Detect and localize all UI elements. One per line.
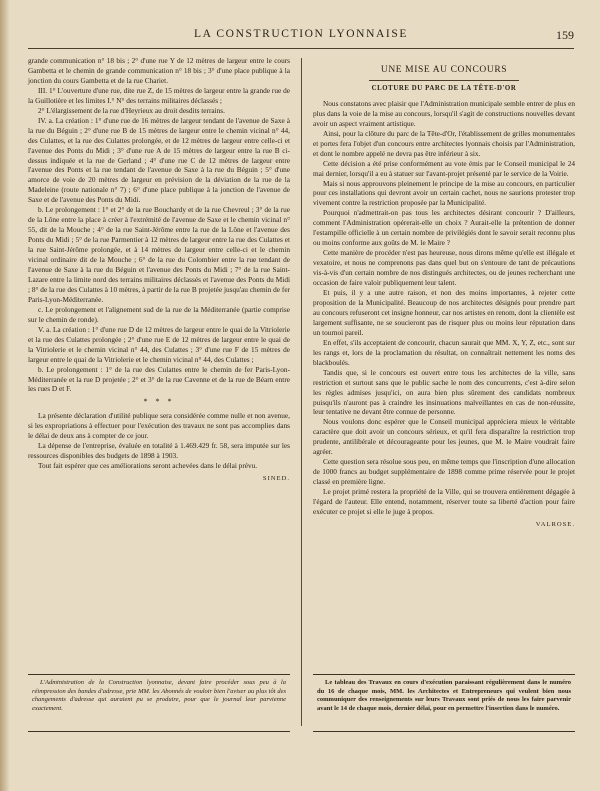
left-column	[28, 56, 290, 484]
signature: SINED.	[262, 475, 290, 483]
signature: VALROSE.	[535, 520, 575, 528]
paragraph: Tout fait espérer que ces améliorations seront achevées dans le délai prévu.	[38, 461, 258, 471]
paragraph: Nous constatons avec plaisir que l'Administration municipale semble entrer de plus en plus dans la voie de la mise au concours, lorsqu'il s'agit de constructions nouvelles devant avoir un aspect vraiment artistique.	[313, 98, 575, 128]
paragraph: Et puis, il y a une autre raison, et non des moins importantes, à rejeter cette proposition de la Municipalité. Beaucoup de nos architectes désignés pour prendre part au concours refuseront cet insigne honneur, car nos artistes en renom, dont la clientèle est largement suffisante, ne se soucieront pas de risquer plus ou moins leur réputation dans un tournoi pareil.	[313, 288, 575, 337]
works-table-notice-box	[313, 674, 575, 732]
column-divider	[301, 58, 302, 726]
paragraph: b. Le prolongement : 1° et 2° de la rue Bouchardy et de la rue Chevreul ; 3° de la rue de la Lône entre la place à créer à l'extrémité de l'avenue de Saxe et le chemin vicinal n° 55, dit de la Mouche ; 4° de la rue Saint-Jérôme entre la rue de la Lône et l'avenue des Ponts du Midi ; 5° de la rue Parmentier à 12 mètres de largeur entre la rue des Culattes et la rue Saint-Jérôme prolongée, et à 14 mètres de largeur entre celle-ci et le chemin vicinal ordinaire dit de la Mouche ; 6° de la rue du Colombier entre la rue tendant de l'avenue de Saxe à la rue du Béguin et l'avenue des Ponts du Midi ; 7° de la rue Saint-Lazare entre la limite nord des terrains militaires déclassés et l'avenue des Ponts du Midi ; 8° de la rue des Culattes à 10 mètres, à partir de la rue B projetée jusqu'au chemin de fer Paris-Lyon-Méditerranée.	[28, 205, 290, 304]
paragraph: Cette question sera résolue sous peu, en même temps que l'inscription d'une allocation de 1000 francs au budget supplémentaire de 1898 comme prime réservée pour le projet classé en première ligne.	[313, 457, 575, 487]
paragraph: III. 1° L'ouverture d'une rue, dite rue Z, de 15 mètres de largeur entre la grande rue de la Guillotière et les limites I.° N° des terrains militaires déclassés ;	[28, 85, 290, 105]
page-header	[28, 28, 574, 46]
paragraph: Tandis que, si le concours est ouvert entre tous les architectes de la ville, sans restriction et surtout sans que le public sache le nom des concurrents, c'est à-dire selon les règles admises jusqu'ici, on aura bien plus sûrement des candidats nombreux puisqu'ils n'auront pas à craindre les insinuations malveillantes en cas de non-réussite, leur tentative ne devant être connue de personne.	[313, 367, 575, 417]
paragraph: Le projet primé restera la propriété de la Ville, qui se trouvera entièrement dégagée à l'égard de l'auteur. Elle entend, notamment, réserver toute sa liberté d'action pour faire exécuter ce projet si elle le juge à propos.	[313, 487, 575, 516]
paragraph: Cette décision a été prise conformément au vote émis par le Conseil municipal le 24 mai dernier, lorsqu'il a eu à statuer sur l'avant-projet présenté par le service de la Voirie.	[313, 158, 575, 178]
paragraph: V. a. La création : 1° d'une rue D de 12 mètres de largeur entre le quai de la Vitriolerie et la rue des Culattes prolongée ; 2° d'une rue E de 12 mètres de largeur entre le quai de la Vitriolerie et le chemin vicinal n° 44, des Culattes ; 3° d'une rue F de 15 mètres de largeur entre le quai de la Vitriolerie et le chemin vicinal n° 44, des Culattes ;	[28, 324, 290, 364]
paragraph: La présente déclaration d'utilité publique sera considérée comme nulle et non avenue, si les expropriations à effectuer pour l'exécution des travaux ne sont pas accomplies dans le délai de deux ans à compter de ce jour.	[28, 411, 290, 441]
paragraph: b. Le prolongement : 1° de la rue des Culattes entre le chemin de fer Paris-Lyon-Méditerranée et la rue D projetée ; 2° et 3° de la rue Cavenne et de la rue de Béarn entre les rues D et F.	[28, 364, 290, 394]
header-rule	[28, 48, 574, 49]
right-column	[313, 56, 575, 530]
subscriber-notice-box	[28, 674, 290, 732]
paragraph: Pourquoi n'admettrait-on pas tous les architectes désirant concourir ? D'ailleurs, comment l'Administration opérerait-elle un choix ? Aurait-elle la prétention de donner l'estampille officielle à un certain nombre de privilégiés dont le savoir serait reconnu plus ou moins conforme aux goûts de M. le Maire ?	[313, 208, 575, 248]
paragraph: En effet, s'ils acceptaient de concourir, chacun saurait que MM. X, Y, Z, etc., sont sur les rangs et, lors de la proclamation du résultat, on connaîtrait nettement les noms des blackboulés.	[313, 337, 575, 367]
paragraph: Cette manière de procéder n'est pas heureuse, nous dirons même qu'elle est illégale et vexatoire, et nous ne comprenons pas dans quel but on s'entoure de tant de précautions vis-à-vis d'un certain nombre de nos distingués architectes, ou de jeunes recherchant une occasion de faire valoir publiquement leur talent.	[313, 248, 575, 288]
paragraph: Nous voulons donc espérer que le Conseil municipal appréciera mieux le véritable caractère que doit avoir un concours sérieux, et qu'il fera disparaître la restriction trop prudente, antilibérale et décourageante pour les jeunes, que M. le Maire voudrait faire agréer.	[313, 417, 575, 457]
notice-text: L'Administration de la Construction lyonnaise, devant faire procéder sous peu à la réimpression des bandes d'adresse, prie MM. les Abonnés de vouloir bien l'aviser au plus tôt des changements d'adresse qui auraient pu se produire, pour que le journal leur parvienne exactement.	[32, 679, 286, 713]
running-title: LA CONSTRUCTION LYONNAISE	[194, 28, 408, 40]
article-title: UNE MISE AU CONCOURS	[380, 65, 508, 75]
paragraph: Mais si nous approuvons pleinement le principe de la mise au concours, en particulier pour ces installations qui devront avoir un certain cachet, nous ne saurions protester trop vivement contre la restriction proposée par la Municipalité.	[313, 178, 575, 208]
paragraph: 2° L'élargissement de la rue d'Heyrieux au droit desdits terrains.	[38, 105, 225, 115]
page-number: 159	[556, 28, 574, 42]
section-separator: * * *	[143, 397, 175, 407]
article-subtitle: CLOTURE DU PARC DE LA TÊTE-D'OR	[371, 84, 517, 92]
notice-text: Le tableau des Travaux en cours d'exécution paraissant régulièrement dans le numéro du 16 de chaque mois, MM. les Architectes et Entrepreneurs qui veulent bien nous communiquer des renseignements sur leurs Travaux sont priés de nous les faire parvenir avant le 14 de chaque mois, dernier délai, pour en permettre l'insertion dans le numéro.	[317, 679, 571, 713]
title-rule	[369, 80, 519, 81]
paragraph: La dépense de l'entreprise, évaluée en totalité à 1.469.429 fr. 58, sera imputée sur les ressources disponibles des budgets de 1898 à 1903.	[28, 441, 290, 461]
paragraph: c. Le prolongement et l'alignement sud de la rue de la Méditerranée (partie comprise sur le chemin de ronde).	[28, 304, 290, 324]
paragraph: Ainsi, pour la clôture du parc de la Tête-d'Or, l'établissement de grilles monumentales et portes fera l'objet d'un concours entre architectes lyonnais choisis par l'Administration, et dont le nombre appelé ne devra pas être inférieur à six.	[313, 128, 575, 158]
paragraph: IV. a. La création : 1° d'une rue de 16 mètres de largeur tendant de l'avenue de Saxe à la rue du Béguin ; 2° d'une rue B de 15 mètres de largeur entre le chemin vicinal n° 44, des Culattes, et la rue des Culattes prolongée, et de 12 mètres de largeur entre celle-ci et l'avenue des Ponts du Midi ; 3° d'une rue A de 15 mètres de largeur entre la rue B ci-dessus indiquée et la rue de Gerland ; 4° d'une rue C de 12 mètres de largeur entre l'avenue des Ponts et la rue tendant de l'avenue de Saxe à la rue du Béguin ; 5° d'une amorce de voie de 20 mètres de largeur en prévision de la déviation de la rue de la Madeleine (route nationale n° 7) ; 6° d'une place publique à la jonction de l'avenue de Saxe et de l'avenue des Ponts du Midi.	[28, 115, 290, 205]
paragraph: grande communication n° 18 bis ; 2° d'une rue Y de 12 mètres de largeur entre le cours Gambetta et le chemin de grande communication n° 18 bis ; 3° d'une place publique à la jonction du cours Gambetta et de la rue Chariet.	[28, 56, 290, 85]
page-binding-shadow	[0, 0, 10, 791]
